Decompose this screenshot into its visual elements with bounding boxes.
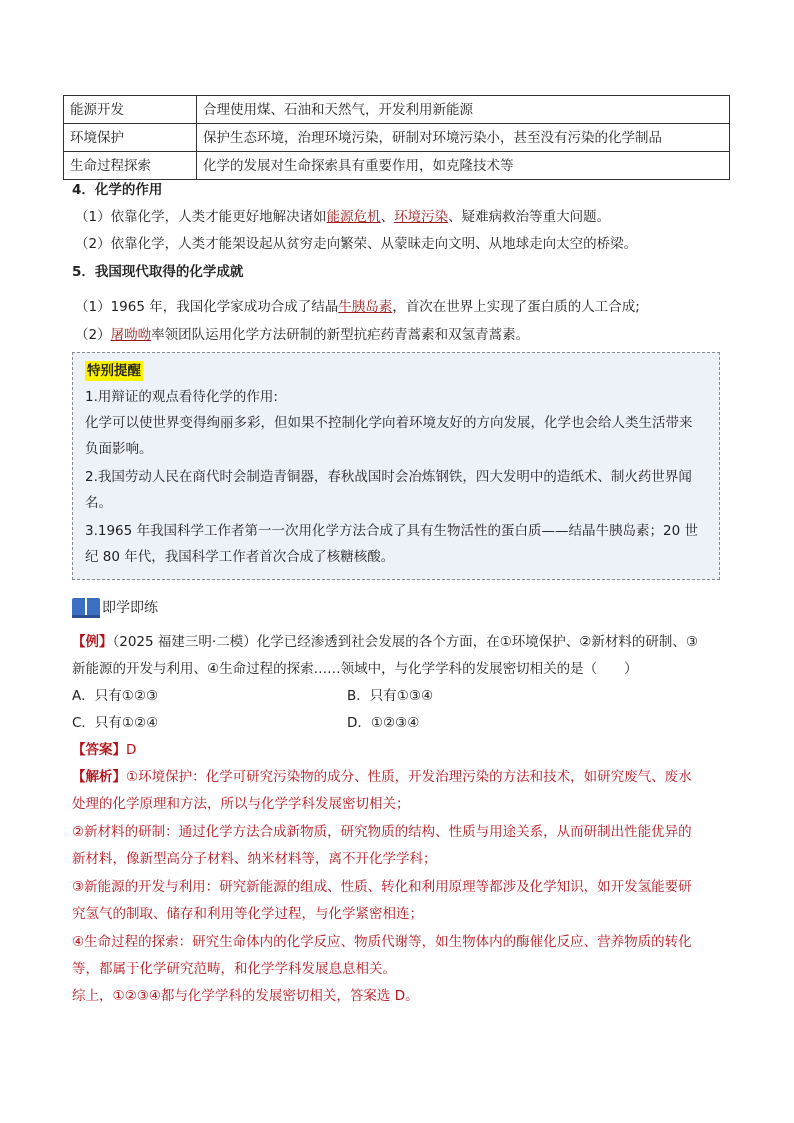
analysis-line: ③新能源的开发与利用：研究新能源的组成、性质、转化和利用原理等都涉及化学知识，如开发氢能要研 [72, 879, 692, 895]
table-cell-content: 化学的发展对生命探索具有重要作用，如克隆技术等 [197, 152, 730, 180]
section5-item1 [75, 297, 640, 317]
text-fragment: （1）依靠化学，人类才能更好地解决诸如 [75, 209, 327, 225]
example-question-line2: 新能源的开发与利用、④生命过程的探索……领域中，与化学学科的发展密切相关的是（ ） [72, 661, 638, 677]
analysis-line: ②新材料的研制：通过化学方法合成新物质，研究物质的结构、性质与用途关系，从而研制出性能优异的 [72, 824, 692, 840]
analysis-tag: 【解析】 [72, 769, 126, 785]
analysis-line: 处理的化学原理和方法，所以与化学学科发展密切相关； [72, 796, 410, 812]
special-reminder-box [72, 352, 720, 580]
option-c: C．只有①②④ [72, 715, 159, 731]
tip-line: 1.用辩证的观点看待化学的作用: [85, 389, 278, 405]
table-cell-field: 生命过程探索 [64, 152, 197, 180]
tip-line: 化学可以使世界变得绚丽多彩，但如果不控制化学向着环境友好的方向发展，化学也会给人类生活带来 [85, 415, 693, 431]
answer-line [72, 740, 136, 760]
section5-item2 [75, 325, 529, 345]
text-fragment: 、 [380, 209, 395, 225]
tip-line: 纪 80 年代，我国科学工作者首次合成了核糖核酸。 [85, 549, 395, 565]
analysis-line [72, 767, 692, 787]
tip-line: 3.1965 年我国科学工作者第一一次用化学方法合成了具有生物活性的蛋白质——结晶牛胰岛素；20 世 [85, 523, 698, 539]
underlined-term: 牛胰岛素 [338, 299, 393, 315]
answer-tag: 【答案】 [72, 742, 126, 758]
option-a: A．只有①②③ [72, 688, 159, 704]
table-cell-field: 能源开发 [64, 96, 197, 124]
underlined-term: 环境污染 [394, 209, 449, 225]
table-cell-field: 环境保护 [64, 124, 197, 152]
table-row [64, 124, 730, 152]
answer-value: D [126, 742, 137, 758]
text-fragment: ①环境保护：化学可研究污染物的成分、性质，开发治理污染的方法和技术，如研究废气、废水 [126, 769, 692, 785]
example-tag: 【例】 [72, 634, 113, 650]
tip-line: 名。 [85, 495, 112, 511]
analysis-line: 究氢气的制取、储存和利用等化学过程，与化学紧密相连； [72, 906, 423, 922]
analysis-line: 新材料，像新型高分子材料、纳米材料等，离不开化学学科； [72, 851, 437, 867]
practice-header [72, 595, 158, 619]
text-fragment: （2025 福建三明·二模）化学已经渗透到社会发展的各个方面，在①环境保护、②新材料的研制、③ [112, 634, 698, 650]
table-row [64, 152, 730, 180]
analysis-line: 等，都属于化学研究范畴，和化学学科发展息息相关。 [72, 961, 396, 977]
section4-item1 [75, 207, 610, 227]
analysis-line: ④生命过程的探索：研究生命体内的化学反应、物质代谢等，如生物体内的酶催化反应、营养物质的转化 [72, 934, 692, 950]
text-fragment: 率领团队运用化学方法研制的新型抗疟药青蒿素和双氢青蒿素。 [151, 327, 530, 343]
section4-heading: 4．化学的作用 [72, 182, 163, 198]
table-cell-content: 合理使用煤、石油和天然气，开发利用新能源 [197, 96, 730, 124]
underlined-term: 能源危机 [326, 209, 381, 225]
text-fragment: ，首次在世界上实现了蛋白质的人工合成; [392, 299, 640, 315]
text-fragment: （1）1965 年，我国化学家成功合成了结晶 [75, 299, 339, 315]
option-b: B．只有①③④ [347, 688, 434, 704]
text-fragment: （2） [75, 327, 111, 343]
book-icon [72, 596, 100, 618]
option-d: D．①②③④ [347, 715, 420, 731]
text-fragment: 、疑难病救治等重大问题。 [448, 209, 611, 225]
practice-label: 即学即练 [102, 600, 158, 616]
underlined-term: 屠呦呦 [110, 327, 152, 343]
tip-line: 负面影响。 [85, 441, 153, 457]
special-reminder-title: 特别提醒 [87, 363, 141, 379]
tip-line: 2.我国劳动人民在商代时会制造青铜器，春秋战国时会冶炼钢铁，四大发明中的造纸术、制火药世界闻 [85, 469, 692, 485]
chemistry-fields-table [63, 95, 730, 180]
analysis-conclusion: 综上，①②③④都与化学学科的发展密切相关，答案选 D。 [72, 988, 419, 1004]
example-question-line1 [72, 632, 698, 652]
table-cell-content: 保护生态环境，治理环境污染，研制对环境污染小，甚至没有污染的化学制品 [197, 124, 730, 152]
table-row [64, 96, 730, 124]
section5-heading: 5．我国现代取得的化学成就 [72, 264, 244, 280]
section4-item2: （2）依靠化学，人类才能架设起从贫穷走向繁荣、从蒙昧走向文明、从地球走向太空的桥梁。 [75, 236, 638, 252]
